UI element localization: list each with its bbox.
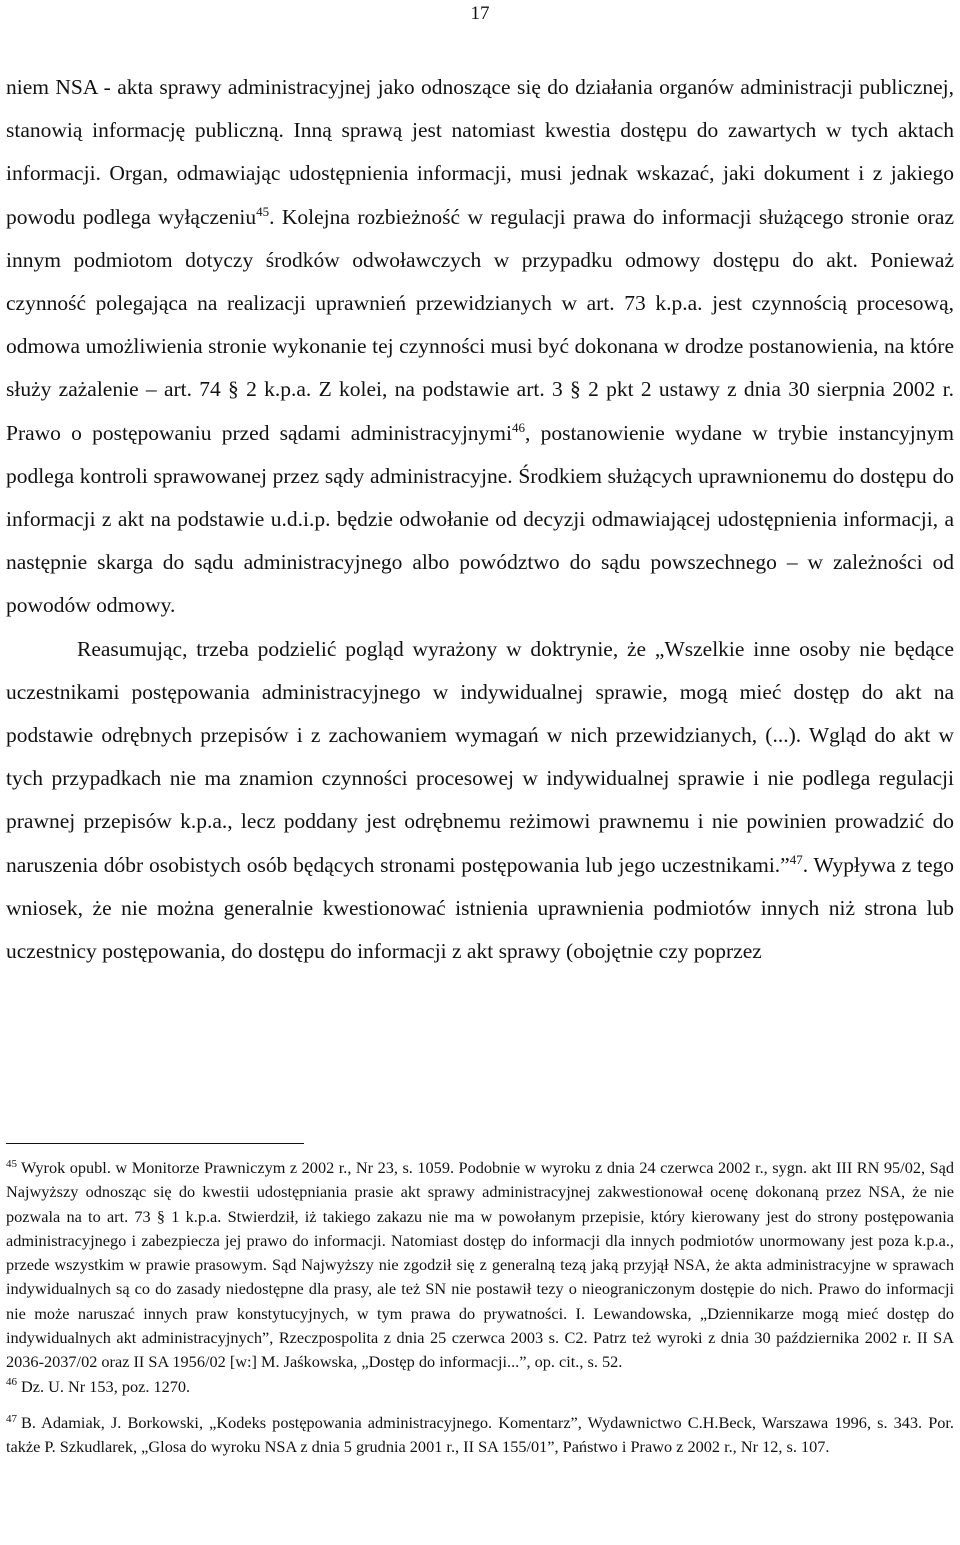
footnote-reference: 45 [256, 203, 270, 219]
footnote-reference: 46 [512, 419, 526, 435]
footnote-text: Wyrok opubl. w Monitorze Prawniczym z 2002 r., Nr 23, s. 1059. Podobnie w wyroku z dnia 24 czerwca 2002 r., sygn. akt III RN 95/02, Sąd Najwyższy odnosząc się do kwestii udostępniania prasie akt sprawy administracyjnej zakwestionował ocenę dokonaną przez NSA, że nie pozwala na to art. 73 § 1 k.p.a. Stwierdził, iż takiego zakazu nie ma w powołanym przepisie, który kierowany jest do strony postępowania administracyjnego i zabezpiecza jej prawo do informacji. Natomiast dostęp do informacji dla innych podmiotów unormowany jest poza k.p.a., przede wszystkim w prawie prasowym. Sąd Najwyższy nie zgodził się z generalną tezą jaką przyjął NSA, że akta administracyjne w sprawach indywidualnych są co do zasady niedostępne dla prasy, ale też SN nie postawił tezy o nieograniczonym dostępie do nich. Prawo do informacji nie może naruszać innych praw konstytucyjnych, w tym prawa do prywatności. I. Lewandowska, „Dziennikarze mogą mieć dostęp do indywidualnych akt administracyjnych”, Rzeczpospolita z dnia 25 czerwca 2003 s. C2. Patrz też wyroki z dnia 30 października 2002 r. II SA 2036-2037/02 oraz II SA 1956/02 [w:] M. Jaśkowska, „Dostęp do informacji...”, op. cit., s. 52. [6, 1158, 954, 1372]
main-text [6, 66, 954, 973]
footnote-number: 46 [6, 1376, 17, 1389]
paragraph [6, 628, 954, 974]
paragraph-text: Reasumując, trzeba podzielić pogląd wyrażony w doktrynie, że „Wszelkie inne osoby nie będące uczestnikami postępowania administracyjnego w indywidualnej sprawie, mogą mieć dostęp do akt na podstawie odrębnych przepisów i z zachowaniem wymagań w nich przewidzianych, (...). Wgląd do akt w tych przypadkach nie ma znamion czynności procesowej w indywidualnej sprawie i nie podlega regulacji prawnej przepisów k.p.a., lecz poddany jest odrębnemu reżimowi prawnemu i nie powinien prowadzić do naruszenia dóbr osobistych osób będących stronami postępowania lub jego uczestnikami.” [6, 636, 954, 877]
page-number: 17 [470, 3, 490, 24]
footnote-number: 47 [6, 1412, 17, 1425]
footnotes [6, 1156, 954, 1460]
footnote-text: B. Adamiak, J. Borkowski, „Kodeks postępowania administracyjnego. Komentarz”, Wydawnictwo C.H.Beck, Warszawa 1996, s. 343. Por. także P. Szkudlarek, „Glosa do wyroku NSA z dnia 5 grudnia 2001 r., II SA 155/01”, Państwo i Prawo z 2002 r., Nr 12, s. 107. [6, 1412, 954, 1457]
footnote-number: 45 [6, 1157, 17, 1170]
footnote [6, 1156, 954, 1375]
footnote-text: Dz. U. Nr 153, poz. 1270. [21, 1376, 191, 1396]
paragraph-text: niem NSA - akta sprawy administracyjnej jako odnoszące się do działania organów administracji publicznej, stanowią informację publiczną. Inną sprawą jest natomiast kwestia dostępu do zawartych w tych aktach informacji. Organ, odmawiając udostępnienia informacji, musi jednak wskazać, jaki dokument i z jakiego powodu podlega wyłączeniu [6, 75, 954, 229]
footnote [6, 1375, 954, 1399]
footnote-separator [6, 1143, 304, 1144]
footnote [6, 1411, 954, 1460]
footnote-reference: 47 [789, 851, 803, 867]
paragraph-text: . Kolejna rozbieżność w regulacji prawa do informacji służącego stronie oraz innym podmiotom dotyczy środków odwoławczych w przypadku odmowy dostępu do akt. Ponieważ czynność polegająca na realizacji uprawnień przewidzianych w art. 73 k.p.a. jest czynnością procesową, odmowa umożliwienia stronie wykonanie tej czynności musi być dokonana w drodze postanowienia, na które służy zażalenie – art. 74 § 2 k.p.a. Z kolei, na podstawie art. 3 § 2 pkt 2 ustawy z dnia 30 sierpnia 2002 r. Prawo o postępowaniu przed sądami administracyjnymi [6, 204, 954, 445]
paragraph [6, 66, 954, 628]
paragraph-text: , postanowienie wydane w trybie instancyjnym podlega kontroli sprawowanej przez sądy administracyjne. Środkiem służących uprawnionemu do dostępu do informacji z akt na podstawie u.d.i.p. będzie odwołanie od decyzji odmawiającej udostępnienia informacji, a następnie skarga do sądu administracyjnego albo powództwo do sądu powszechnego – w zależności od powodów odmowy. [6, 420, 954, 618]
paragraph-text: . Wypływa z tego wniosek, że nie można generalnie kwestionować istnienia uprawnienia podmiotów innych niż strona lub uczestnicy postępowania, do dostępu do informacji z akt sprawy (obojętnie czy poprzez [6, 852, 954, 964]
